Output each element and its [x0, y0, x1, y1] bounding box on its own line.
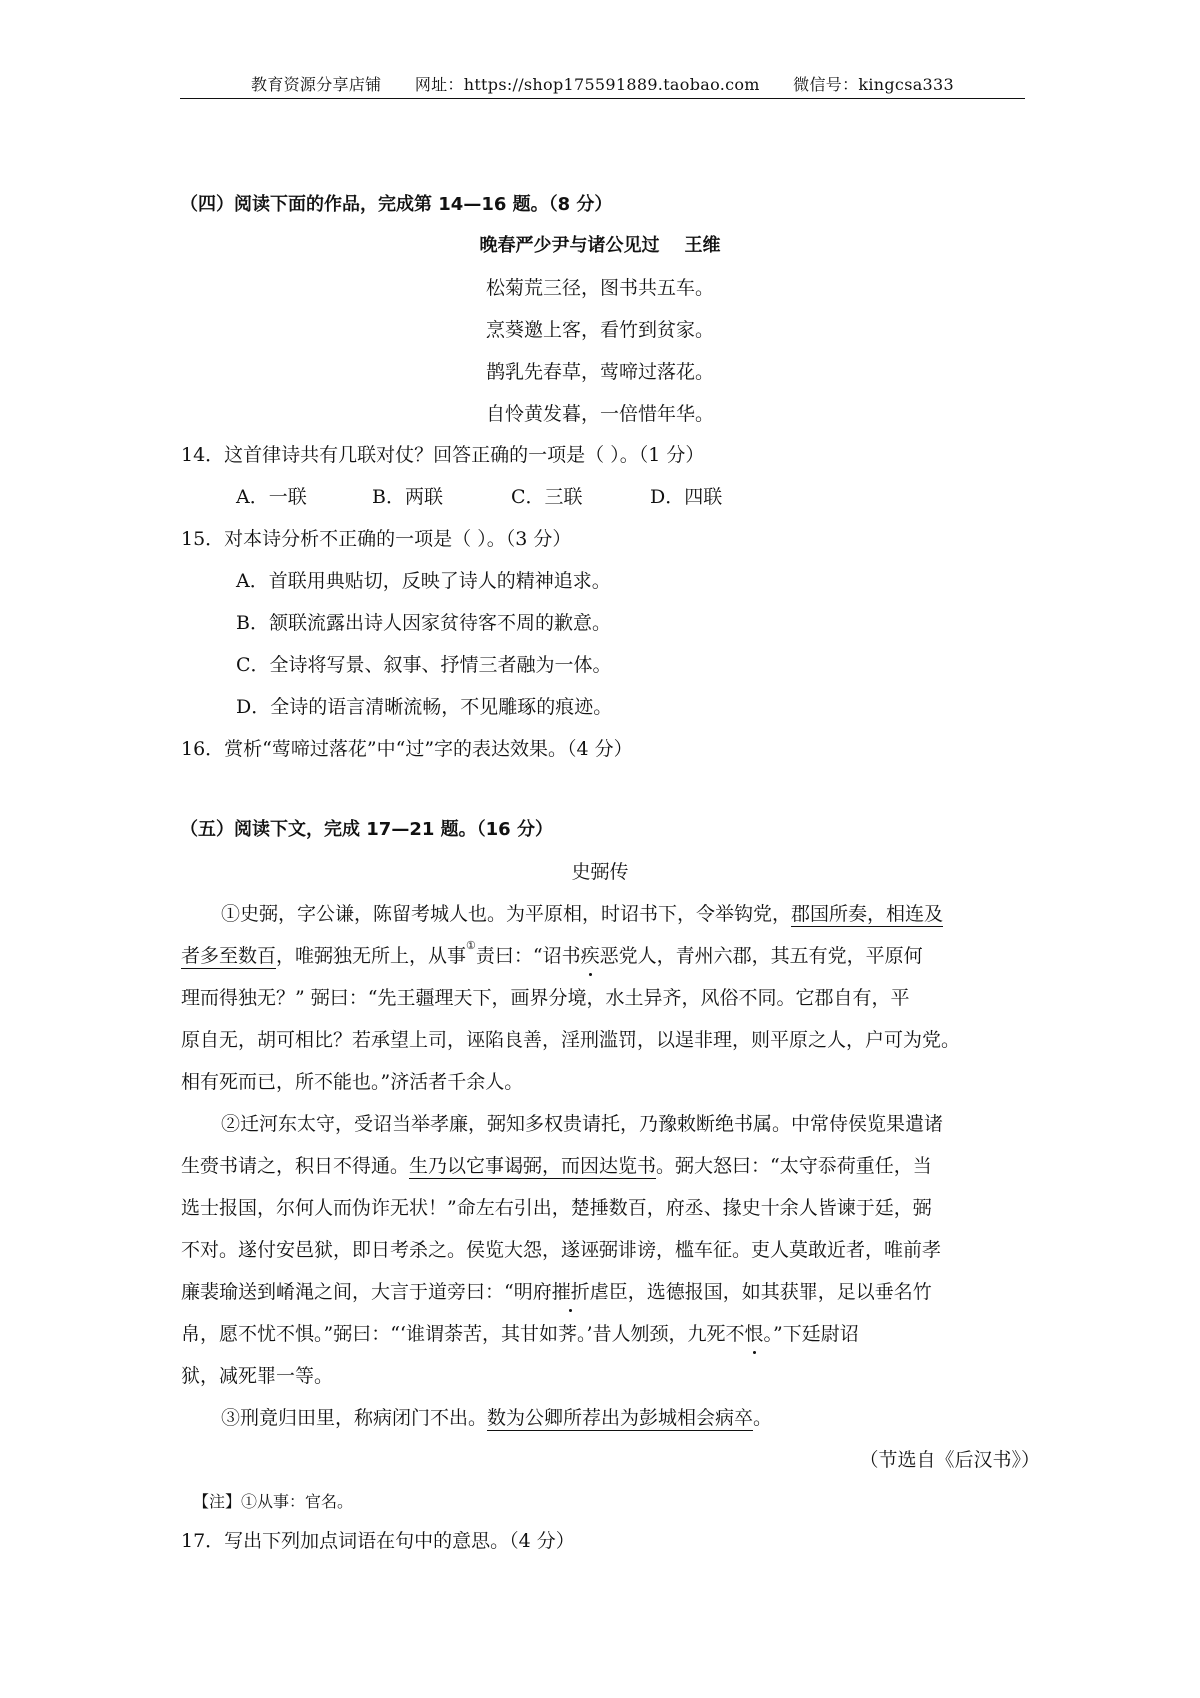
p2-line-1: ②迁河东太守，受诏当举孝廉，弼知多权贵请托，乃豫敕断绝书属。中常侍侯览果遣诸: [221, 1113, 944, 1135]
poem-line-3: 鹊乳先春草，莺啼过落花。: [485, 361, 714, 383]
p2-line-3: 选士报国，尔何人而伪诈无状！”命左右引出，楚捶数百，府丞、掾史十余人皆谏于廷，弼: [181, 1197, 932, 1219]
header-shop: 教育资源分享店铺: [251, 75, 382, 94]
question-16: 16．赏析“莺啼过落花”中“过”字的表达效果。（4 分）: [181, 738, 633, 760]
poem-author: 王维: [684, 235, 721, 256]
q14-option-d: D．四联: [650, 486, 723, 508]
section-5-heading: （五）阅读下文，完成 17—21 题。（16 分）: [180, 819, 553, 840]
p1-text: ，唯弼独无所上，从事: [276, 945, 467, 967]
footnote-marker: ①: [466, 939, 476, 952]
page-header: [180, 72, 1025, 95]
underlined-sentence-3: 数为公卿所荐出为彭城相会病卒: [487, 1407, 754, 1429]
p2-text: 帛，愿不忧不惧。”弼曰：“‘谁谓荼苦，其甘如荠。’昔人刎颈，九死不: [181, 1323, 745, 1345]
question-14: 14．这首律诗共有几联对仗？回答正确的一项是（ ）。（1 分）: [181, 444, 705, 466]
p2-line-4: 不对。遂付安邑狱，即日考杀之。侯览大怨，遂诬弼诽谤，槛车征。吏人莫敢近者，唯前孝: [181, 1239, 942, 1261]
p1-text: 责曰：“诏书: [475, 945, 581, 967]
poem-title-line: [0, 231, 1200, 257]
p3-line-1: [221, 1403, 772, 1430]
p1-line-5: 相有死而已，所不能也。”济活者千余人。: [181, 1071, 524, 1093]
p2-line-2: [181, 1151, 932, 1178]
p2-text: 虐臣，选德报国，如其获罪，足以垂名竹: [589, 1281, 932, 1303]
q14-option-c: C．三联: [511, 486, 583, 508]
q14-option-b: B．两联: [372, 486, 443, 508]
p3-text: 。: [753, 1407, 773, 1429]
poem-line-1: 松菊荒三径，图书共五车。: [485, 277, 714, 299]
p2-text: 。”下廷尉诏: [763, 1323, 859, 1345]
q15-option-b: B．颔联流露出诗人因家贫待客不周的歉意。: [236, 612, 611, 634]
p2-line-5: [181, 1277, 932, 1304]
p1-text: 恶党人，青州六郡，其五有党，平原何: [599, 945, 923, 967]
q15-option-c: C．全诗将写景、叙事、抒情三者融为一体。: [236, 654, 612, 676]
underlined-sentence-2: 生乃以它事谒弼，而因达览书: [409, 1155, 657, 1177]
passage-source: （节选自《后汉书》）: [859, 1449, 1040, 1471]
header-wechat: 微信号：kingcsa333: [793, 75, 954, 94]
header-url: 网址：https://shop175591889.taobao.com: [414, 75, 760, 94]
dotted-word-ji: 疾: [580, 945, 600, 967]
passage-title: 史弼传: [571, 861, 629, 883]
poem-line-2: 烹葵邀上客，看竹到贫家。: [485, 319, 714, 341]
poem-line-4: 自怜黄发暮，一倍惜年华。: [485, 403, 714, 425]
p3-text: ③刑竟归田里，称病闭门不出。: [221, 1407, 488, 1429]
header-divider: [180, 98, 1025, 99]
underlined-sentence-1b: 者多至数百: [181, 945, 277, 967]
underlined-sentence-1a: 郡国所奏，相连及: [791, 903, 944, 925]
dotted-word-hen: 恨: [744, 1323, 764, 1345]
p1-line-4: 原自无，胡可相比？若承望上司，诬陷良善，淫刑滥罚，以逞非理，则平原之人，户可为党。: [181, 1029, 961, 1051]
question-17: 17．写出下列加点词语在句中的意思。（4 分）: [181, 1530, 575, 1552]
p2-line-6: [181, 1319, 859, 1346]
p2-text: 。弼大怒曰：“太守忝荷重任，当: [656, 1155, 932, 1177]
p2-text: 生赍书请之，积日不得通。: [181, 1155, 410, 1177]
p1-line-2: [181, 941, 923, 968]
question-15: 15．对本诗分析不正确的一项是（ ）。（3 分）: [181, 528, 572, 550]
dotted-word-cuizhe: 摧折: [551, 1281, 590, 1303]
q14-option-a: A．一联: [236, 486, 307, 508]
section-4-heading: （四）阅读下面的作品，完成第 14—16 题。（8 分）: [180, 194, 613, 215]
footnote: 【注】①从事：官名。: [193, 1492, 354, 1511]
p1-line-1: [221, 899, 943, 926]
p1-text: ①史弼，字公谦，陈留考城人也。为平原相，时诏书下，令举钩党，: [221, 903, 792, 925]
q15-option-a: A．首联用典贴切，反映了诗人的精神追求。: [236, 570, 611, 592]
p2-text: 廉裴瑜送到崤渑之间，大言于道旁曰：“明府: [181, 1281, 552, 1303]
p1-line-3: 理而得独无？” 弼曰：“先王疆理天下，画界分境，水土异齐，风俗不同。它郡自有，平: [181, 987, 910, 1009]
poem-title: 晚春严少尹与诸公见过: [479, 235, 660, 256]
p2-line-7: 狱，减死罪一等。: [181, 1365, 334, 1387]
q15-option-d: D．全诗的语言清晰流畅，不见雕琢的痕迹。: [236, 696, 613, 718]
